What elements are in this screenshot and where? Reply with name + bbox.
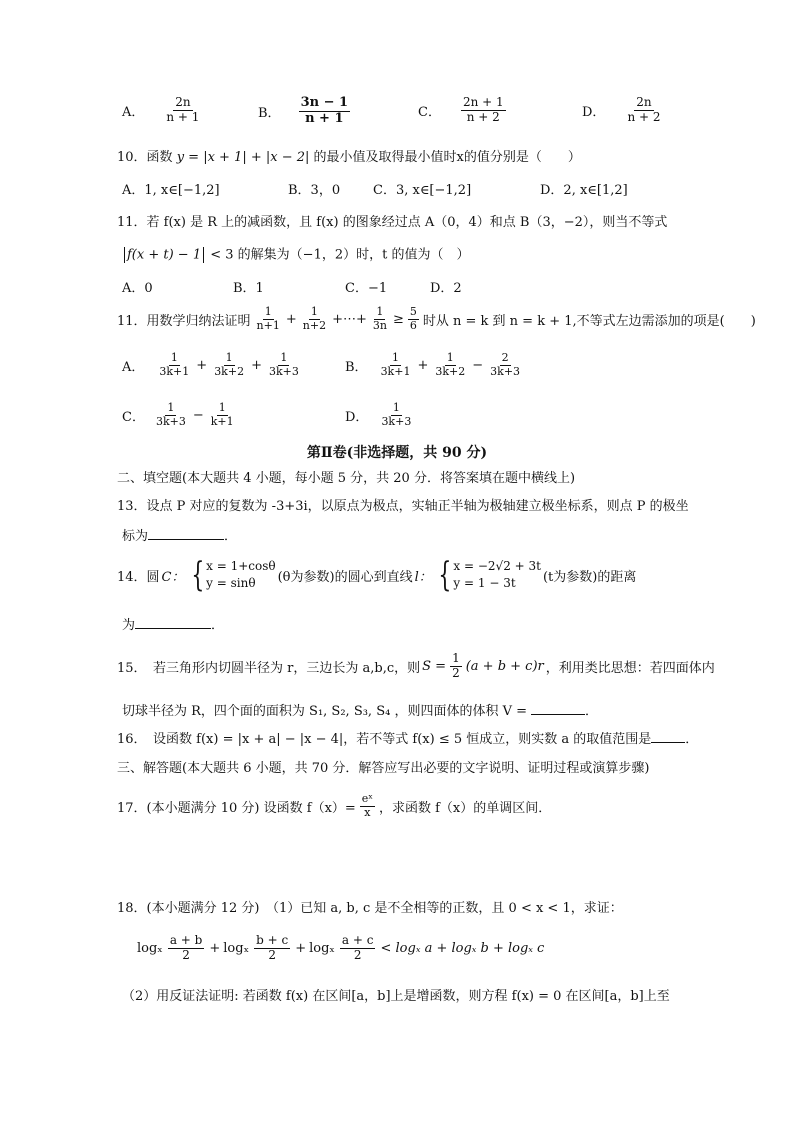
abs-bar-left bbox=[124, 247, 125, 263]
frac: $\frac{1}{3k+2}$ bbox=[214, 351, 245, 378]
option-c-fraction: $\frac{2n + 1}{n + 2}$ bbox=[462, 95, 504, 124]
frac: $\frac{b + c}{2}$ bbox=[256, 933, 289, 962]
question-10: 10．函数 y = |x + 1| + |x − 2| 的最小值及取得最小值时x的值分别是（ ） bbox=[117, 150, 581, 165]
question-13: 13．设点 P 对应的复数为 -3+3i，以原点为极点，实轴正半轴为极轴建立极坐标系，则点 P 的极坐 bbox=[117, 499, 689, 514]
question-15: 15． 若三角形内切圆半径为 r，三边长为 a,b,c，则 S = $\frac{1}{2}$ (a + b + c)r ，利用类比思想：若四面体内 bbox=[117, 651, 715, 680]
q11a-option-b: B．1 bbox=[233, 281, 264, 296]
q10-option-b: B．3，0 bbox=[288, 183, 341, 198]
q15-line2: 切球半径为 R，四个面的面积为 S₁, S₂, S₃, S₄ ，则四面体的体积 V = ． bbox=[122, 704, 599, 719]
question-16: 16． 设函数 f(x) = |x + a| − |x − 4|，若不等式 f(x) ≤ 5 恒成立，则实数 a 的取值范围是 ． bbox=[117, 732, 699, 747]
term-3: $\frac{1}{3n}$ bbox=[372, 305, 387, 332]
prev-option-d: D． $\frac{2n}{n + 2}$ bbox=[582, 95, 661, 124]
q18-inequality: logₓ $\frac{a + b}{2}$ + logₓ $\frac{b + c}{2}$ + logₓ $\frac{a + c}{2}$ < logₓ a + logₓ b + logₓ c bbox=[137, 933, 545, 962]
half-fraction: $\frac{1}{2}$ bbox=[452, 651, 460, 680]
prev-option-b: B． $\frac{3n - 1}{n + 1}$ bbox=[258, 95, 349, 126]
frac: $\frac{2}{3k+3}$ bbox=[490, 351, 521, 378]
frac: $\frac{a + c}{2}$ bbox=[341, 933, 374, 962]
answer-blank[interactable] bbox=[135, 628, 211, 629]
q11b-option-a: A． $\frac{1}{3k+1}$ + $\frac{1}{3k+2}$ + $\frac{1}{3k+3}$ bbox=[122, 351, 299, 378]
prev-option-a: A． $\frac{2n}{n + 1}$ bbox=[122, 95, 200, 124]
q11b-option-b: B． $\frac{1}{3k+1}$ + $\frac{1}{3k+2}$ − $\frac{2}{3k+3}$ bbox=[345, 351, 521, 378]
q10-option-c: C．3, x∈[−1,2] bbox=[373, 183, 472, 198]
abs-bar-right bbox=[203, 247, 204, 263]
option-b-fraction: $\frac{3n - 1}{n + 1}$ bbox=[300, 95, 349, 126]
option-a-fraction: $\frac{2n}{n + 1}$ bbox=[166, 95, 200, 124]
q11a-line2: f(x + t) − 1 < 3 的解集为（−1，2）时，t 的值为（ ） bbox=[122, 247, 469, 263]
prev-option-c: C． $\frac{2n + 1}{n + 2}$ bbox=[418, 95, 504, 124]
frac: $\frac{1}{3k+2}$ bbox=[435, 351, 466, 378]
rhs: $\frac{5}{6}$ bbox=[409, 305, 417, 332]
option-d-fraction: $\frac{2n}{n + 2}$ bbox=[627, 95, 661, 124]
term-2: $\frac{1}{n+2}$ bbox=[302, 305, 327, 332]
frac: $\frac{1}{3k+1}$ bbox=[380, 351, 411, 378]
q11a-option-d: D．2 bbox=[430, 281, 462, 296]
q11b-option-c: C． $\frac{1}{3k+3}$ − $\frac{1}{k+1}$ bbox=[122, 401, 234, 428]
solution-header: 三、解答题(本大题共 6 小题，共 70 分．解答应写出必要的文字说明、证明过程或演算步骤) bbox=[117, 761, 650, 776]
question-11a: 11．若 f(x) 是 R 上的减函数，且 f(x) 的图象经过点 A（0，4）和点 B（3，−2），则当不等式 bbox=[117, 215, 668, 230]
param-system-2: { x = −2√2 + 3t y = 1 − 3t bbox=[438, 555, 541, 596]
param-system-1: { x = 1+cosθ y = sinθ bbox=[190, 555, 276, 596]
section-2-title: 第Ⅱ卷(非选择题，共 90 分) bbox=[306, 445, 488, 461]
question-17: 17．(本小题满分 10 分) 设函数 f（x）= $\frac{\text{eˣ}}{x}$ ，求函数 f（x）的单调区间． bbox=[117, 792, 552, 819]
answer-blank[interactable] bbox=[531, 714, 585, 715]
question-11b: 11．用数学归纳法证明 $\frac{1}{n+1}$ + $\frac{1}{n+2}$ +⋯+ $\frac{1}{3n}$ ≥ $\frac{5}{6}$ 时从 n = k 到 n = k + 1,不等式左边需添加的项是( ) bbox=[117, 305, 756, 332]
frac: $\frac{1}{k+1}$ bbox=[210, 401, 234, 428]
q10-option-d: D．2, x∈[1,2] bbox=[540, 183, 628, 198]
term-1: $\frac{1}{n+1}$ bbox=[256, 305, 280, 332]
frac: $\frac{1}{3k+1}$ bbox=[159, 351, 190, 378]
q14-line2: 为 ． bbox=[122, 618, 225, 633]
q10-option-a: A．1, x∈[−1,2] bbox=[122, 183, 220, 198]
question-18: 18．(本小题满分 12 分) （1）已知 a, b, c 是不全相等的正数，且 0 < x < 1，求证： bbox=[117, 901, 623, 916]
frac: $\frac{1}{3k+3}$ bbox=[268, 351, 299, 378]
q11a-option-a: A．0 bbox=[122, 281, 153, 296]
q13-line2: 标为 ． bbox=[122, 529, 238, 544]
answer-blank[interactable] bbox=[148, 539, 224, 540]
q11a-option-c: C．−1 bbox=[345, 281, 388, 296]
q10-expression: y = |x + 1| + |x − 2| bbox=[176, 150, 310, 165]
frac: $\frac{1}{3k+3}$ bbox=[381, 401, 412, 428]
frac: $\frac{a + b}{2}$ bbox=[169, 933, 203, 962]
question-14: 14．圆 C： { x = 1+cosθ y = sinθ (θ为参数)的圆心到直线 l： { x = −2√2 + 3t y = 1 − 3t (t为参数)的距离 bbox=[117, 555, 637, 596]
q18-part2: （2）用反证法证明: 若函数 f(x) 在区间[a，b]上是增函数，则方程 f(x) = 0 在区间[a，b]上至 bbox=[122, 989, 670, 1004]
ex-over-x: $\frac{\text{eˣ}}{x}$ bbox=[361, 792, 373, 819]
q11b-option-d: D． $\frac{1}{3k+3}$ bbox=[345, 401, 412, 428]
fill-blank-header: 二、填空题(本大题共 4 小题，每小题 5 分，共 20 分．将答案填在题中横线上) bbox=[117, 471, 576, 486]
answer-blank[interactable] bbox=[651, 742, 685, 743]
frac: $\frac{1}{3k+3}$ bbox=[155, 401, 186, 428]
